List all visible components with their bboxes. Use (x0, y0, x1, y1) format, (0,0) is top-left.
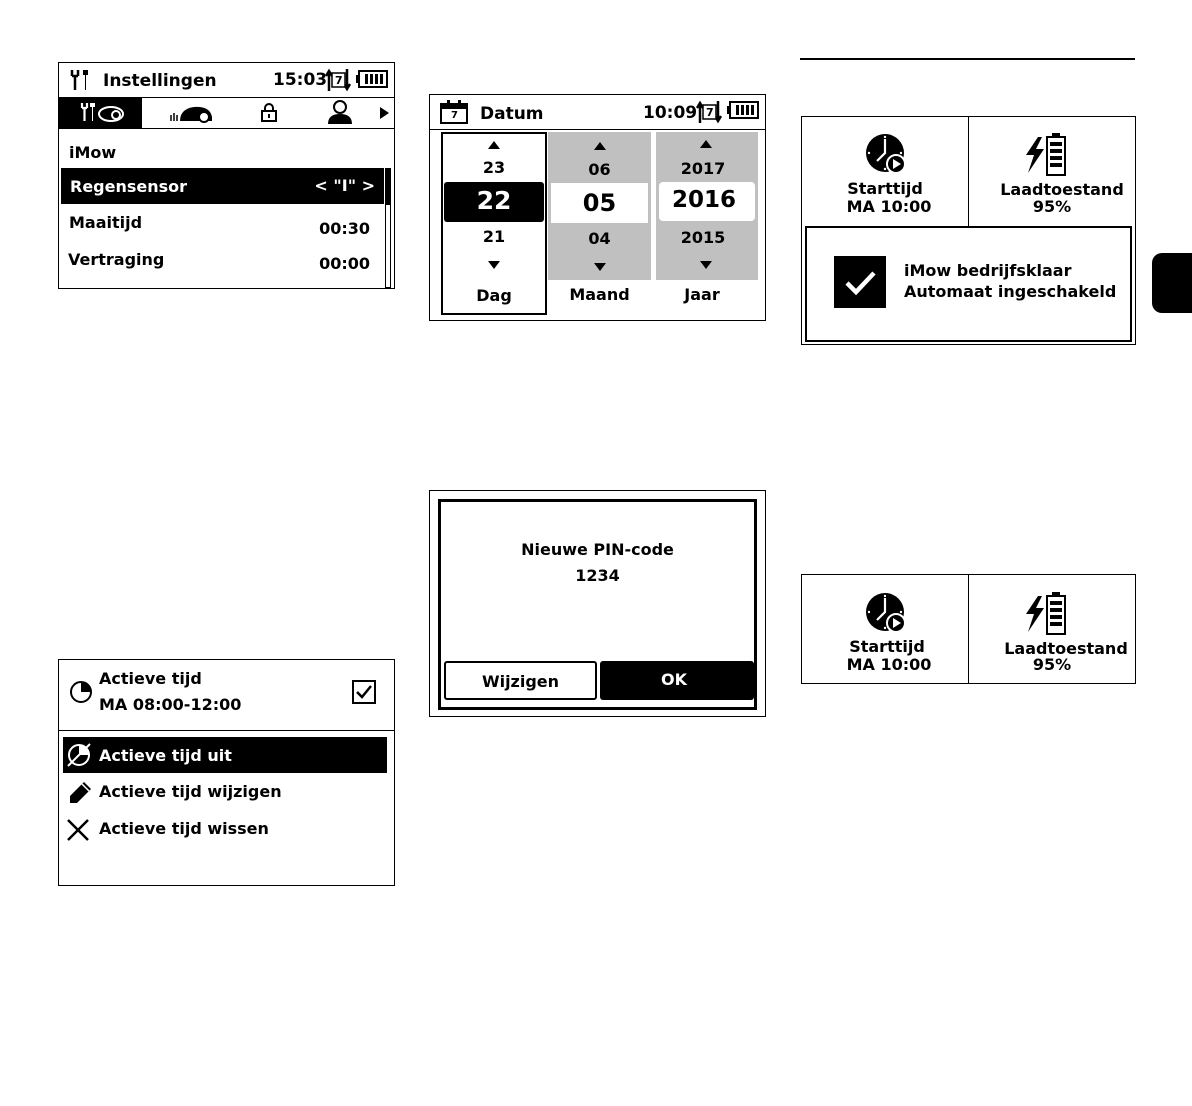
settings-header (59, 63, 394, 98)
pencil-icon (67, 780, 93, 806)
arrow-up-icon[interactable] (594, 142, 606, 150)
pin-code: 1234 (575, 566, 620, 585)
clock-off-icon (66, 742, 92, 768)
ready-message-line2: Automaat ingeschakeld (904, 282, 1117, 301)
status-screen-top (801, 116, 1136, 345)
arrow-up-icon[interactable] (488, 141, 500, 149)
month-current-box (551, 183, 648, 223)
active-time-header (59, 660, 394, 731)
month-picker-column[interactable] (548, 132, 651, 280)
scrollbar-track[interactable] (385, 168, 391, 288)
year-picker-column[interactable] (656, 132, 758, 280)
chapter-tab-marker (1152, 253, 1192, 313)
day-current-box (444, 182, 544, 222)
cross-icon (65, 817, 91, 843)
year-prev-value: 2017 (680, 159, 726, 178)
settings-tab-bar (59, 97, 394, 129)
scrollbar-thumb[interactable] (386, 169, 390, 205)
settings-row-value: 00:00 (319, 254, 370, 273)
tab-tools-robot[interactable] (59, 97, 142, 128)
active-time-screen (58, 659, 395, 886)
menu-item-label: Actieve tijd wissen (99, 819, 269, 838)
calendar-icon (440, 100, 468, 124)
settings-time: 15:03 (273, 70, 328, 90)
month-current-value: 05 (582, 189, 617, 217)
menu-item-edit-active-time[interactable] (63, 776, 387, 810)
day-current-value: 22 (476, 186, 512, 215)
charge-tile[interactable] (969, 117, 1135, 226)
start-time-tile[interactable] (802, 117, 969, 226)
month-next-value: 04 (588, 229, 611, 248)
date-screen (429, 94, 766, 321)
tab-robot[interactable] (144, 97, 229, 128)
date-title: Datum (480, 104, 544, 124)
menu-item-delete-active-time[interactable] (63, 813, 387, 847)
charge-value: 95% (1032, 655, 1072, 674)
day-picker-column[interactable] (441, 132, 547, 315)
menu-item-active-time-off[interactable] (63, 737, 387, 773)
day-label: Dag (476, 286, 512, 305)
settings-row-selected[interactable] (61, 168, 384, 204)
arrow-down-icon[interactable] (700, 261, 712, 269)
lock-icon (261, 102, 277, 122)
settings-row-label: Maaitijd (69, 213, 143, 232)
active-time-title: Actieve tijd (99, 669, 202, 688)
menu-item-label: Actieve tijd uit (99, 746, 232, 765)
month-prev-value: 06 (588, 160, 611, 179)
ready-message-box (805, 226, 1132, 342)
tools-robot-icon (79, 101, 125, 123)
date-time: 10:09 (643, 103, 698, 123)
calendar-day-number: 7 (335, 74, 343, 87)
tab-next-arrow-icon[interactable] (380, 107, 389, 119)
settings-row-label: Regensensor (70, 177, 188, 196)
charge-label: Laadtoestand (1000, 180, 1124, 199)
pin-title: Nieuwe PIN-code (521, 540, 674, 559)
settings-title: Instellingen (103, 71, 217, 91)
pin-screen (429, 490, 766, 717)
change-button[interactable] (444, 661, 597, 700)
clock-play-icon (865, 592, 907, 634)
year-label: Jaar (684, 285, 720, 304)
settings-row[interactable] (61, 245, 384, 279)
tab-user[interactable] (313, 97, 373, 128)
day-next-value: 21 (482, 227, 506, 246)
battery-charging-icon (1024, 133, 1070, 177)
settings-row-value: 00:30 (319, 219, 370, 238)
date-header (430, 95, 765, 130)
start-time-label: Starttijd (849, 637, 925, 656)
year-current-box (659, 182, 755, 221)
pie-clock-icon (69, 680, 93, 704)
sync-calendar-icon (696, 99, 722, 125)
year-next-value: 2015 (680, 228, 726, 247)
charge-tile[interactable] (969, 575, 1135, 683)
pin-dialog (438, 499, 757, 710)
menu-item-label: Actieve tijd wijzigen (99, 782, 282, 801)
arrow-down-icon[interactable] (488, 261, 500, 269)
checkmark-box (834, 256, 886, 308)
sync-calendar-icon (325, 67, 351, 93)
settings-row-label[interactable]: iMow (69, 143, 117, 162)
user-icon (327, 100, 353, 124)
settings-row-value: < "I" > (314, 176, 375, 195)
charge-label: Laadtoestand (1004, 639, 1128, 658)
start-time-value: MA 10:00 (846, 197, 932, 216)
tools-icon (69, 68, 91, 92)
calendar-day-number: 7 (706, 106, 714, 119)
settings-screen (58, 62, 395, 289)
checkbox-checked-icon[interactable] (352, 680, 376, 704)
status-screen-bottom (801, 574, 1136, 684)
charge-value: 95% (1032, 197, 1072, 216)
battery-icon (727, 101, 760, 119)
clock-play-icon (865, 133, 907, 175)
tab-lock[interactable] (231, 97, 311, 128)
start-time-label: Starttijd (847, 179, 923, 198)
checkmark-icon (834, 256, 886, 308)
change-button-label: Wijzigen (481, 672, 560, 691)
ok-button[interactable] (600, 661, 754, 700)
calendar-day-number: 7 (451, 110, 458, 121)
day-prev-value: 23 (482, 158, 506, 177)
divider-line (800, 58, 1135, 60)
settings-row-label: Vertraging (68, 250, 165, 269)
ready-message-line1: iMow bedrijfsklaar (904, 261, 1072, 280)
settings-row[interactable] (61, 207, 384, 241)
robot-mower-icon (170, 103, 214, 123)
battery-charging-icon (1024, 592, 1070, 636)
start-time-value: MA 10:00 (846, 655, 932, 674)
ok-button-label: OK (661, 670, 687, 689)
arrow-up-icon[interactable] (700, 140, 712, 148)
month-label: Maand (569, 285, 630, 304)
battery-icon (356, 70, 389, 88)
start-time-tile[interactable] (802, 575, 969, 683)
year-current-value: 2016 (671, 187, 736, 213)
active-time-value: MA 08:00-12:00 (99, 695, 242, 714)
arrow-down-icon[interactable] (594, 263, 606, 271)
